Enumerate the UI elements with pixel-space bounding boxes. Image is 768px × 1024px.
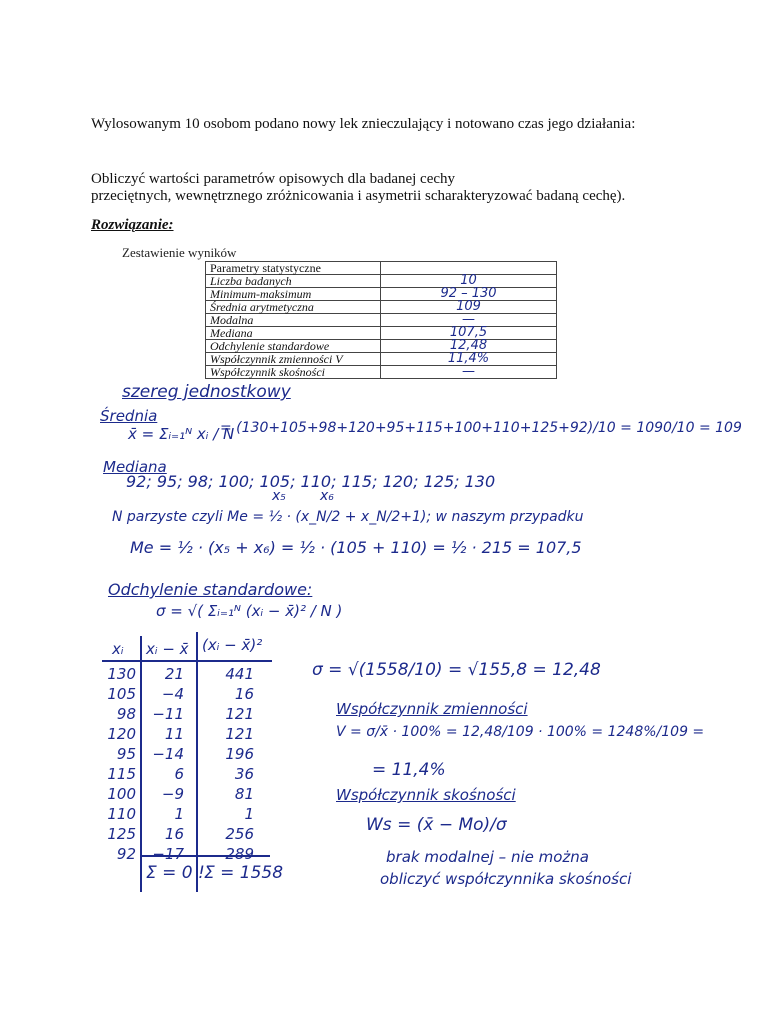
diff-value: −9 <box>161 785 184 803</box>
series-title: szereg jednostkowy <box>122 382 291 402</box>
summary-row <box>206 327 557 340</box>
summary-row-value: 12,48 <box>381 340 557 353</box>
summary-row-label: Współczynnik skośności <box>206 366 381 379</box>
diff-value: 16 <box>164 825 184 843</box>
sq-value: 121 <box>225 725 254 743</box>
summary-header-row <box>206 262 557 275</box>
cv-result: = 11,4% <box>372 760 446 780</box>
mean-formula: x̄ = Σᵢ₌₁ᴺ xᵢ / N <box>128 425 235 443</box>
summary-row <box>206 301 557 314</box>
summary-row <box>206 340 557 353</box>
x-column <box>100 664 136 864</box>
summary-row-label: Minimum-maksimum <box>206 288 381 301</box>
summary-title: Zestawienie wyników <box>122 245 237 260</box>
skew-note-2: obliczyć współczynnika skośności <box>380 870 632 888</box>
summary-row-value: 92 – 130 <box>381 288 557 301</box>
summary-row-value: 107,5 <box>381 327 557 340</box>
summary-row <box>206 288 557 301</box>
sd-formula: σ = √( Σᵢ₌₁ᴺ (xᵢ − x̄)² / N ) <box>156 602 343 620</box>
table-header-rule <box>102 660 272 662</box>
summary-row <box>206 314 557 327</box>
summary-row <box>206 353 557 366</box>
diff-value: 21 <box>164 665 184 683</box>
col-header-diff: xᵢ − x̄ <box>146 640 189 658</box>
diff-value: −17 <box>152 845 184 863</box>
summary-row-value: 11,4% <box>381 353 557 366</box>
summary-table <box>205 261 557 379</box>
diff-value: −4 <box>161 685 184 703</box>
sq-value: 441 <box>225 665 254 683</box>
summary-row-value: 10 <box>381 275 557 288</box>
sd-calc: σ = √(1558/10) = √155,8 = 12,48 <box>312 660 601 680</box>
median-rule: N parzyste czyli Me = ½ · (x_N/2 + x_N/2+1); w naszym przypadku <box>112 509 584 525</box>
median-label: Mediana <box>103 458 167 476</box>
x-value: 120 <box>107 725 136 743</box>
table-rule-2 <box>196 632 198 892</box>
summary-row-label: Modalna <box>206 314 381 327</box>
solution-heading: Rozwiązanie: <box>91 217 174 233</box>
col-header-sq: (xᵢ − x̄)² <box>202 636 263 654</box>
diff-column <box>144 664 184 864</box>
x-value: 100 <box>107 785 136 803</box>
x-value: 92 <box>116 845 136 863</box>
x-value: 115 <box>107 765 136 783</box>
summary-row <box>206 366 557 379</box>
sq-value: 36 <box>234 765 254 783</box>
x-value: 95 <box>116 745 136 763</box>
summary-row-label: Liczba badanych <box>206 275 381 288</box>
summary-row-value: 109 <box>381 301 557 314</box>
cv-formula: V = σ/x̄ · 100% = 12,48/109 · 100% = 1248%/109 = <box>336 724 705 740</box>
diff-value: 6 <box>174 765 184 783</box>
sd-label: Odchylenie standardowe: <box>108 580 313 599</box>
intro-text: Wylosowanym 10 osobom podano nowy lek znieczulający i notowano czas jego działania: <box>91 116 636 132</box>
cv-label: Współczynnik zmienności <box>336 700 528 718</box>
table-rule-1 <box>140 636 142 892</box>
sq-value: 16 <box>234 685 254 703</box>
summary-row <box>206 275 557 288</box>
mean-sum: = (130+105+98+120+95+115+100+110+125+92)/10 = 1090/10 = 109 <box>220 420 742 436</box>
sum-diff: Σ = 0 ! <box>146 863 205 883</box>
x-value: 130 <box>107 665 136 683</box>
x-value: 105 <box>107 685 136 703</box>
sq-value: 81 <box>234 785 254 803</box>
summary-row-label: Mediana <box>206 327 381 340</box>
sorted-values: 92; 95; 98; 100; 105; 110; 115; 120; 125; 130 <box>126 472 496 491</box>
x-value: 125 <box>107 825 136 843</box>
summary-row-label: Średnia arytmetyczna <box>206 301 381 314</box>
diff-value: −14 <box>152 745 184 763</box>
col-header-x: xᵢ <box>112 640 124 658</box>
x5-label: x₅ <box>272 488 286 504</box>
mean-label: Średnia <box>100 407 158 425</box>
sq-value: 256 <box>225 825 254 843</box>
skew-label: Współczynnik skośności <box>336 786 516 804</box>
skew-note-1: brak modalnej – nie można <box>386 848 589 866</box>
sq-value: 121 <box>225 705 254 723</box>
diff-value: 11 <box>164 725 184 743</box>
task-line-1: Obliczyć wartości parametrów opisowych dla badanej cechy <box>91 171 456 187</box>
sum-sq: Σ = 1558 <box>204 863 284 883</box>
summary-header-cell: Parametry statystyczne <box>206 262 381 275</box>
summary-row-value: — <box>381 366 557 379</box>
task-line-2: przeciętnych, wewnętrznego zróżnicowania i asymetrii scharakteryzować badaną cechę). <box>91 188 626 204</box>
x-value: 98 <box>116 705 136 723</box>
sq-value: 289 <box>225 845 254 863</box>
sq-value: 1 <box>244 805 254 823</box>
skew-formula: Ws = (x̄ − Mo)/σ <box>366 815 507 835</box>
summary-row-label: Odchylenie standardowe <box>206 340 381 353</box>
median-calc: Me = ½ · (x₅ + x₆) = ½ · (105 + 110) = ½ · 215 = 107,5 <box>130 538 582 557</box>
x6-label: x₆ <box>320 488 334 504</box>
x-value: 110 <box>107 805 136 823</box>
summary-row-label: Współczynnik zmienności V <box>206 353 381 366</box>
summary-row-value: — <box>381 314 557 327</box>
sq-column <box>206 664 254 864</box>
diff-value: 1 <box>174 805 184 823</box>
diff-value: −11 <box>152 705 184 723</box>
sq-value: 196 <box>225 745 254 763</box>
